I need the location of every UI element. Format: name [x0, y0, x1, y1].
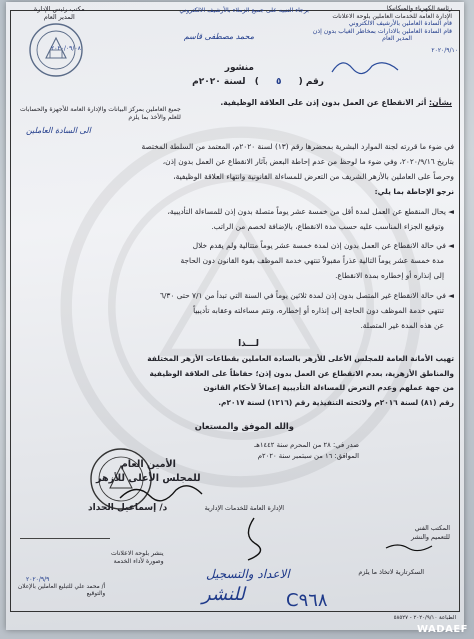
bullet-1	[18, 204, 454, 234]
bullet-text: عن هذه المدة غير المتصلة.	[360, 321, 444, 330]
bullet-line	[18, 318, 454, 333]
bullet-text: وتوقيع الجزاء المناسب عليه حسب مدة الانقطاع، بالإضافة لخصم من الراتب.	[211, 222, 444, 231]
handwritten-note-top: محمد مصطفى قاسم	[183, 32, 254, 41]
signatory-title	[96, 458, 201, 486]
handwritten-date-left: ٢٠٢٠/٩/٩	[26, 576, 50, 583]
divider	[20, 538, 110, 539]
subject-row	[220, 98, 452, 107]
bullet-text: في حالة الانقطاع عن العمل بدون إذن لمدة خمسة عشر يوماً متتالية ولم يقدم خلال	[192, 241, 446, 250]
header-right-line: رئاسة الكهرباء والميكانيكا	[386, 5, 452, 12]
document-page	[6, 2, 464, 630]
bullet-line	[18, 219, 454, 234]
closing-paragraph	[18, 352, 454, 410]
handwritten-initial-right	[384, 540, 434, 554]
posting-block	[111, 550, 164, 566]
header-right-line: المدير العام	[382, 35, 412, 43]
closing-line: رقم (٨١) لسنة ٢٠١٦م ولائحته التنفيذية رقم (١٢١٦) لسنة ٢٠١٧م.	[218, 397, 454, 407]
closing-line: والمناطق الأزهرية، بعدم الانقطاع عن العمل بدون إذن؛ حفاظاً على العلاقة الوظيفية	[149, 368, 454, 378]
closing-line: من جهة عملهم وعدم التعرض للمساءلة التأديبية إعمالاً لأحكام القانون	[203, 383, 454, 392]
bullet-line: ◄ يحال المنقطع عن العمل لمدة أقل من خمسة عشر يوماً متصلة بدون إذن للمساءلة التأديبية،	[167, 207, 454, 216]
tech-office-line: للتعميم والنشر	[411, 533, 450, 541]
handwritten-number: C٩٦٨	[286, 590, 328, 611]
recipients-block	[20, 106, 181, 122]
header-left-date: ٢٠٢٠/٠٩/٠٨	[51, 45, 81, 52]
bullet-line: ◄ في حالة الانقطاع غير المتصل بدون إذن لمدة ثلاثين يوماً في السنة التي تبدأ من ٧/١ حتى ٦/٣٠	[159, 291, 454, 300]
handwritten-publish: للنشر	[202, 584, 245, 605]
left-note-block	[18, 584, 105, 599]
subject-label: بشأن:	[429, 98, 452, 107]
gregorian-date: الموافق: ١٦ من سبتمبر سنة ٢٠٢٠م	[257, 452, 359, 460]
handwritten-recipients-note: الى السادة العاملين	[26, 126, 91, 135]
header-left-line: مكتب رئيس الإدارة	[34, 5, 85, 13]
header-right-line: قام السادة العاملين بالأرشيف الالكتروني	[348, 20, 452, 28]
posting-line: ينشر بلوحة الاعلانات	[111, 550, 164, 557]
print-footer: الطباعة ٢٠٢٠/٩/١٠ - ٥٨٥٢٧	[393, 615, 456, 621]
handwritten-stamp-note: الاعداد والتسجيل	[206, 567, 290, 581]
bullet-3	[18, 288, 454, 333]
header-left-line: المدير العام	[43, 13, 75, 21]
header-middle-note: برجاء التنبيه على جميع الزملاء بالأرشيف الالكتروني	[179, 7, 309, 14]
tech-office-line: المكتب الفني	[414, 524, 450, 532]
posting-line: وصورة لأداء الخدمة	[113, 558, 164, 565]
bullet-text: يحال المنقطع عن العمل لمدة أقل من خمسة عشر يوماً متصلة بدون إذن للمساءلة التأديبية،	[167, 207, 446, 216]
handwritten-signature-admin	[234, 514, 274, 564]
issue-dates	[254, 440, 359, 462]
header-right-date: ٢٠٢٠/٩/١٠	[431, 47, 458, 54]
bullet-text: تنتهي خدمة الموظف دون الحاجة إلى إنذاره أو إخطاره، وتتم مساءلته وعقابه تأديبياً	[193, 306, 444, 315]
intro-line: في ضوء ما قررته لجنة الموارد البشرية بمحضرها رقم (١٣) لسنة ٢٠٢٠م، المعتمد من السلطة المختصة	[141, 142, 454, 151]
closing-header: لـــذا	[238, 339, 259, 349]
bullet-line: ◄ في حالة الانقطاع عن العمل بدون إذن لمدة خمسة عشر يوماً متتالية ولم يقدم خلال	[192, 241, 454, 250]
intro-line: نرجو الإحاطة بما يلي:	[374, 187, 454, 196]
signatory-name: د/ إسماعيل الحداد	[88, 503, 168, 513]
handwritten-scribble-top	[328, 52, 408, 80]
recipient-line: للعلم والأخذ بما يلزم	[128, 114, 181, 121]
bullet-2	[18, 238, 454, 283]
signatory-title-line: الأمين العام	[120, 459, 176, 470]
bullet-line	[18, 268, 454, 283]
blessing-line: والله الموفق والمستعان	[194, 421, 294, 431]
doc-number-label: رقم (	[298, 77, 324, 87]
bullet-text: مدة خمسة عشر يوماً التالية عذراً مقبولاً تنتهي خدمة الموظف بقوة القانون دون الحاجة	[180, 256, 444, 265]
intro-paragraph	[18, 139, 454, 199]
intro-line: وحرصاً على العاملين بالأزهر الشريف من التعرض للمساءلة القانونية وانتهاء العلاقة الوظيفية،	[173, 172, 454, 181]
hijri-date: صدر في: ٢٨ من المحرم سنة ١٤٤٢هـ	[254, 441, 359, 449]
tech-office-block	[411, 524, 450, 542]
header-right-block	[313, 5, 452, 43]
header-left-block	[34, 5, 85, 21]
site-watermark: WADAEF	[416, 624, 468, 635]
doc-number-row	[192, 78, 324, 87]
left-note-line: والتوقيع	[86, 591, 106, 598]
recipient-line: جميع العاملين بمركز البيانات والإدارة العامة للأجهزة والحسابات	[20, 106, 181, 113]
left-note-line: أ/ محمد علي للتبليغ العاملين بالإعلان	[18, 584, 106, 590]
bullet-line	[18, 253, 454, 268]
intro-line: بتاريخ ٢٠٢٠/٩/١٦، وفي ضوء ما لوحظ من عدم إحاطة البعض بآثار الانقطاع عن العمل بدون إذن،	[162, 157, 454, 166]
subject-text: أثر الانقطاع عن العمل بدون إذن على العلاقة الوظيفية.	[220, 98, 427, 107]
doc-title: منشور	[224, 63, 254, 73]
doc-year-label: لسنة ٢٠٢٠م	[192, 77, 246, 87]
bullet-line	[18, 303, 454, 318]
doc-number-close: )	[254, 77, 259, 87]
header-right-line: قام السادة العاملين بالادارات بمخاطر الغياب بدون إذن	[312, 27, 452, 35]
admin-dept-label: الإدارة العامة للخدمات الإدارية	[204, 504, 284, 512]
closing-line: تهيب الأمانة العامة للمجلس الأعلى للأزهر بالسادة العاملين بقطاعات الأزهر المختلفة	[147, 354, 454, 363]
header-right-line: الإدارة العامة للخدمات العاملين بلوحة الاعلانات	[332, 12, 452, 20]
signatory-title-line: للمجلس الأعلى للأزهر	[96, 473, 201, 484]
secretary-label: السكرتارية لاتخاذ ما يلزم	[358, 568, 424, 576]
bullet-text: إلى إنذاره أو إخطاره بمدة الانقطاع.	[335, 271, 444, 280]
doc-number-value: ٥	[275, 77, 282, 87]
bullet-text: في حالة الانقطاع غير المتصل بدون إذن لمدة ثلاثين يوماً في السنة التي تبدأ من ٧/١ حتى ٦/٣٠	[159, 291, 446, 300]
